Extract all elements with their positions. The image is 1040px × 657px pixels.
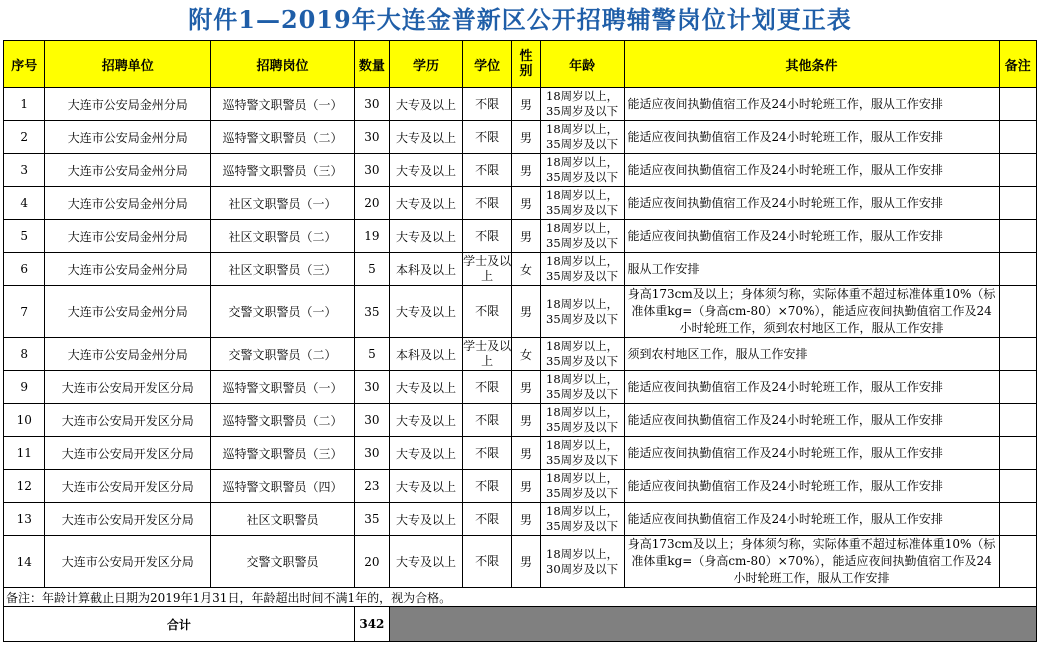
cell-conditions bbox=[624, 338, 999, 371]
cell-remarks bbox=[999, 121, 1036, 154]
cell-education: 大专及以上 bbox=[390, 88, 463, 121]
cell-degree bbox=[462, 88, 512, 121]
cell-index: 14 bbox=[4, 536, 45, 588]
cell-conditions bbox=[624, 437, 999, 470]
cell-count: 30 bbox=[354, 404, 389, 437]
cell-conditions bbox=[624, 88, 999, 121]
cell-education: 本科及以上 bbox=[390, 338, 463, 371]
age-text: 18周岁以上，30周岁及以下 bbox=[546, 546, 619, 576]
cell-unit: 大连市公安局开发区分局 bbox=[45, 371, 211, 404]
cell-position: 交警文职警员（一） bbox=[211, 286, 355, 338]
cell-count: 23 bbox=[354, 470, 389, 503]
conditions-text: 能适应夜间执勤值宿工作及24小时轮班工作，服从工作安排 bbox=[627, 130, 943, 144]
conditions-text: 能适应夜间执勤值宿工作及24小时轮班工作，服从工作安排 bbox=[627, 163, 943, 177]
age-text: 18周岁以上，35周岁及以下 bbox=[546, 122, 619, 151]
conditions-text: 身高173cm及以上；身体须匀称，实际体重不超过标准体重10%（标准体重kg=（身高cm-80）×70%），能适应夜间执勤值宿工作及24小时轮班工作，须到农村地区工作，服从工作安排 bbox=[627, 287, 996, 335]
conditions-text: 能适应夜间执勤值宿工作及24小时轮班工作，服从工作安排 bbox=[627, 479, 943, 493]
cell-index: 5 bbox=[4, 220, 45, 253]
cell-position: 巡特警文职警员（一） bbox=[211, 88, 355, 121]
cell-age bbox=[540, 154, 624, 187]
cell-education: 大专及以上 bbox=[390, 121, 463, 154]
cell-remarks bbox=[999, 88, 1036, 121]
cell-gender: 男 bbox=[512, 220, 540, 253]
cell-unit: 大连市公安局金州分局 bbox=[45, 286, 211, 338]
cell-remarks bbox=[999, 286, 1036, 338]
cell-education: 大专及以上 bbox=[390, 503, 463, 536]
cell-index: 6 bbox=[4, 253, 45, 286]
cell-gender: 男 bbox=[512, 536, 540, 588]
degree-text: 不限 bbox=[475, 228, 500, 243]
cell-degree bbox=[462, 437, 512, 470]
cell-gender: 男 bbox=[512, 154, 540, 187]
cell-remarks bbox=[999, 371, 1036, 404]
cell-index: 7 bbox=[4, 286, 45, 338]
degree-text: 不限 bbox=[475, 478, 500, 493]
cell-unit: 大连市公安局金州分局 bbox=[45, 154, 211, 187]
cell-index: 12 bbox=[4, 470, 45, 503]
cell-position: 交警文职警员（二） bbox=[211, 338, 355, 371]
cell-degree bbox=[462, 286, 512, 338]
cell-degree bbox=[462, 187, 512, 220]
cell-position: 巡特警文职警员（二） bbox=[211, 121, 355, 154]
cell-education: 大专及以上 bbox=[390, 220, 463, 253]
cell-education: 本科及以上 bbox=[390, 253, 463, 286]
header-count: 数量 bbox=[354, 41, 389, 88]
table-row bbox=[4, 187, 1037, 220]
cell-education: 大专及以上 bbox=[390, 404, 463, 437]
cell-gender: 男 bbox=[512, 503, 540, 536]
cell-conditions bbox=[624, 470, 999, 503]
age-text: 18周岁以上，35周岁及以下 bbox=[546, 89, 619, 118]
cell-gender: 男 bbox=[512, 121, 540, 154]
cell-age bbox=[540, 187, 624, 220]
cell-conditions bbox=[624, 286, 999, 338]
cell-unit: 大连市公安局金州分局 bbox=[45, 121, 211, 154]
total-label: 合计 bbox=[4, 607, 355, 642]
table-row bbox=[4, 470, 1037, 503]
degree-text: 学士及以上 bbox=[463, 339, 512, 368]
degree-text: 不限 bbox=[475, 162, 500, 177]
age-text: 18周岁以上，35周岁及以下 bbox=[546, 405, 619, 434]
cell-degree bbox=[462, 371, 512, 404]
cell-conditions bbox=[624, 187, 999, 220]
cell-count: 30 bbox=[354, 154, 389, 187]
cell-conditions bbox=[624, 253, 999, 286]
cell-index: 4 bbox=[4, 187, 45, 220]
cell-conditions bbox=[624, 121, 999, 154]
cell-unit: 大连市公安局开发区分局 bbox=[45, 470, 211, 503]
cell-unit: 大连市公安局开发区分局 bbox=[45, 404, 211, 437]
degree-text: 不限 bbox=[475, 129, 500, 144]
cell-remarks bbox=[999, 338, 1036, 371]
cell-count: 5 bbox=[354, 253, 389, 286]
cell-count: 30 bbox=[354, 371, 389, 404]
header-remarks: 备注 bbox=[999, 41, 1036, 88]
cell-age bbox=[540, 371, 624, 404]
cell-count: 35 bbox=[354, 503, 389, 536]
degree-text: 不限 bbox=[475, 304, 500, 318]
header-index: 序号 bbox=[4, 41, 45, 88]
cell-age bbox=[540, 220, 624, 253]
cell-remarks bbox=[999, 503, 1036, 536]
conditions-text: 能适应夜间执勤值宿工作及24小时轮班工作，服从工作安排 bbox=[627, 229, 943, 243]
cell-index: 13 bbox=[4, 503, 45, 536]
cell-degree bbox=[462, 338, 512, 371]
cell-unit: 大连市公安局开发区分局 bbox=[45, 503, 211, 536]
header-gender: 性别 bbox=[512, 41, 540, 88]
cell-index: 1 bbox=[4, 88, 45, 121]
degree-text: 不限 bbox=[475, 96, 500, 111]
cell-degree bbox=[462, 220, 512, 253]
degree-text: 不限 bbox=[475, 511, 500, 526]
cell-conditions bbox=[624, 536, 999, 588]
cell-unit: 大连市公安局金州分局 bbox=[45, 338, 211, 371]
age-text: 18周岁以上，35周岁及以下 bbox=[546, 438, 619, 467]
table-row bbox=[4, 220, 1037, 253]
cell-position: 社区文职警员 bbox=[211, 503, 355, 536]
table-row bbox=[4, 536, 1037, 588]
cell-gender: 男 bbox=[512, 371, 540, 404]
cell-remarks bbox=[999, 253, 1036, 286]
cell-age bbox=[540, 121, 624, 154]
conditions-text: 能适应夜间执勤值宿工作及24小时轮班工作，服从工作安排 bbox=[627, 512, 943, 526]
table-row bbox=[4, 437, 1037, 470]
cell-index: 9 bbox=[4, 371, 45, 404]
conditions-text: 能适应夜间执勤值宿工作及24小时轮班工作，服从工作安排 bbox=[627, 97, 943, 111]
cell-position: 交警文职警员 bbox=[211, 536, 355, 588]
cell-count: 20 bbox=[354, 536, 389, 588]
conditions-text: 能适应夜间执勤值宿工作及24小时轮班工作，服从工作安排 bbox=[627, 196, 943, 210]
age-text: 18周岁以上，35周岁及以下 bbox=[546, 254, 619, 283]
cell-unit: 大连市公安局金州分局 bbox=[45, 187, 211, 220]
cell-degree bbox=[462, 253, 512, 286]
cell-position: 巡特警文职警员（三） bbox=[211, 437, 355, 470]
cell-education: 大专及以上 bbox=[390, 154, 463, 187]
cell-conditions bbox=[624, 154, 999, 187]
cell-education: 大专及以上 bbox=[390, 536, 463, 588]
cell-gender: 男 bbox=[512, 470, 540, 503]
age-text: 18周岁以上，35周岁及以下 bbox=[546, 221, 619, 250]
cell-degree bbox=[462, 503, 512, 536]
cell-gender: 男 bbox=[512, 404, 540, 437]
cell-conditions bbox=[624, 503, 999, 536]
cell-remarks bbox=[999, 536, 1036, 588]
header-degree: 学位 bbox=[462, 41, 512, 88]
footnote: 备注：年龄计算截止日期为2019年1月31日，年龄超出时间不满1年的，视为合格。 bbox=[4, 588, 1037, 607]
cell-index: 10 bbox=[4, 404, 45, 437]
cell-age bbox=[540, 437, 624, 470]
cell-index: 11 bbox=[4, 437, 45, 470]
cell-age bbox=[540, 88, 624, 121]
degree-text: 不限 bbox=[475, 379, 500, 394]
cell-education: 大专及以上 bbox=[390, 437, 463, 470]
cell-count: 5 bbox=[354, 338, 389, 371]
age-text: 18周岁以上，35周岁及以下 bbox=[546, 296, 619, 326]
age-text: 18周岁以上，35周岁及以下 bbox=[546, 155, 619, 184]
age-text: 18周岁以上，35周岁及以下 bbox=[546, 339, 619, 368]
degree-text: 不限 bbox=[475, 412, 500, 427]
table-row bbox=[4, 88, 1037, 121]
recruitment-table bbox=[3, 40, 1037, 642]
table-row bbox=[4, 338, 1037, 371]
table-row bbox=[4, 371, 1037, 404]
cell-gender: 男 bbox=[512, 437, 540, 470]
cell-index: 2 bbox=[4, 121, 45, 154]
cell-count: 30 bbox=[354, 437, 389, 470]
degree-text: 不限 bbox=[475, 195, 500, 210]
cell-position: 巡特警文职警员（一） bbox=[211, 371, 355, 404]
cell-degree bbox=[462, 404, 512, 437]
degree-text: 不限 bbox=[475, 445, 500, 460]
header-unit: 招聘单位 bbox=[45, 41, 211, 88]
total-filler bbox=[390, 607, 1037, 642]
header-row bbox=[4, 41, 1037, 88]
cell-age bbox=[540, 536, 624, 588]
conditions-text: 能适应夜间执勤值宿工作及24小时轮班工作，服从工作安排 bbox=[627, 380, 943, 394]
cell-degree bbox=[462, 470, 512, 503]
cell-remarks bbox=[999, 154, 1036, 187]
degree-text: 不限 bbox=[475, 554, 500, 568]
table-row bbox=[4, 503, 1037, 536]
cell-count: 30 bbox=[354, 88, 389, 121]
cell-gender: 男 bbox=[512, 286, 540, 338]
degree-text: 学士及以上 bbox=[463, 254, 512, 283]
cell-remarks bbox=[999, 404, 1036, 437]
age-text: 18周岁以上，35周岁及以下 bbox=[546, 504, 619, 533]
cell-gender: 女 bbox=[512, 253, 540, 286]
cell-education: 大专及以上 bbox=[390, 371, 463, 404]
cell-degree bbox=[462, 121, 512, 154]
cell-remarks bbox=[999, 220, 1036, 253]
cell-conditions bbox=[624, 404, 999, 437]
cell-conditions bbox=[624, 371, 999, 404]
header-position: 招聘岗位 bbox=[211, 41, 355, 88]
cell-gender: 男 bbox=[512, 88, 540, 121]
table-row bbox=[4, 286, 1037, 338]
total-row bbox=[4, 607, 1037, 642]
conditions-text: 须到农村地区工作，服从工作安排 bbox=[627, 347, 808, 361]
cell-position: 巡特警文职警员（三） bbox=[211, 154, 355, 187]
cell-position: 社区文职警员（三） bbox=[211, 253, 355, 286]
cell-count: 19 bbox=[354, 220, 389, 253]
cell-age bbox=[540, 338, 624, 371]
cell-unit: 大连市公安局金州分局 bbox=[45, 88, 211, 121]
cell-age bbox=[540, 470, 624, 503]
cell-unit: 大连市公安局开发区分局 bbox=[45, 536, 211, 588]
cell-age bbox=[540, 286, 624, 338]
conditions-text: 服从工作安排 bbox=[627, 262, 700, 276]
cell-remarks bbox=[999, 187, 1036, 220]
cell-education: 大专及以上 bbox=[390, 286, 463, 338]
cell-remarks bbox=[999, 470, 1036, 503]
cell-unit: 大连市公安局开发区分局 bbox=[45, 437, 211, 470]
table-body bbox=[4, 88, 1037, 588]
age-text: 18周岁以上，35周岁及以下 bbox=[546, 188, 619, 217]
header-conditions: 其他条件 bbox=[624, 41, 999, 88]
age-text: 18周岁以上，35周岁及以下 bbox=[546, 372, 619, 401]
table-row bbox=[4, 404, 1037, 437]
conditions-text: 身高173cm及以上；身体须匀称，实际体重不超过标准体重10%（标准体重kg=（身高cm-80）×70%），能适应夜间执勤值宿工作及24小时轮班工作，服从工作安排 bbox=[627, 537, 996, 585]
cell-conditions bbox=[624, 220, 999, 253]
cell-age bbox=[540, 404, 624, 437]
note-row bbox=[4, 588, 1037, 607]
conditions-text: 能适应夜间执勤值宿工作及24小时轮班工作，服从工作安排 bbox=[627, 446, 943, 460]
cell-age bbox=[540, 253, 624, 286]
age-text: 18周岁以上，35周岁及以下 bbox=[546, 471, 619, 500]
cell-count: 20 bbox=[354, 187, 389, 220]
cell-age bbox=[540, 503, 624, 536]
table-row bbox=[4, 121, 1037, 154]
cell-remarks bbox=[999, 437, 1036, 470]
total-value: 342 bbox=[354, 607, 389, 642]
header-age: 年龄 bbox=[540, 41, 624, 88]
header-education: 学历 bbox=[390, 41, 463, 88]
cell-position: 社区文职警员（一） bbox=[211, 187, 355, 220]
cell-unit: 大连市公安局金州分局 bbox=[45, 253, 211, 286]
page-title: 附件1—2019年大连金普新区公开招聘辅警岗位计划更正表 bbox=[188, 5, 852, 34]
cell-degree bbox=[462, 536, 512, 588]
table-row bbox=[4, 253, 1037, 286]
cell-position: 社区文职警员（二） bbox=[211, 220, 355, 253]
cell-education: 大专及以上 bbox=[390, 470, 463, 503]
cell-education: 大专及以上 bbox=[390, 187, 463, 220]
cell-position: 巡特警文职警员（四） bbox=[211, 470, 355, 503]
cell-gender: 女 bbox=[512, 338, 540, 371]
cell-position: 巡特警文职警员（二） bbox=[211, 404, 355, 437]
cell-count: 35 bbox=[354, 286, 389, 338]
table-row bbox=[4, 154, 1037, 187]
cell-index: 3 bbox=[4, 154, 45, 187]
cell-index: 8 bbox=[4, 338, 45, 371]
cell-count: 30 bbox=[354, 121, 389, 154]
conditions-text: 能适应夜间执勤值宿工作及24小时轮班工作，服从工作安排 bbox=[627, 413, 943, 427]
cell-degree bbox=[462, 154, 512, 187]
cell-unit: 大连市公安局金州分局 bbox=[45, 220, 211, 253]
cell-gender: 男 bbox=[512, 187, 540, 220]
